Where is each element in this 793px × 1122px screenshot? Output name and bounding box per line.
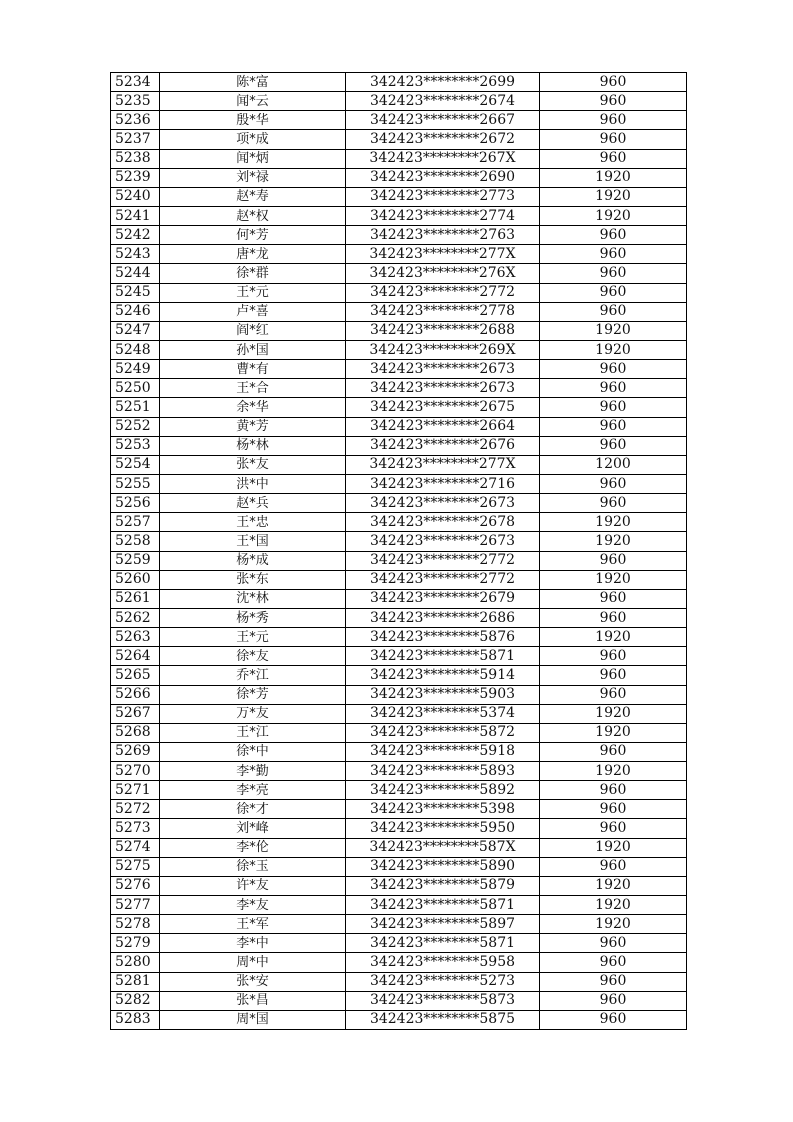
name-cell: 李*友 — [160, 896, 346, 915]
table-row — [111, 819, 687, 838]
table-row — [111, 589, 687, 608]
amount-cell: 960 — [540, 857, 687, 876]
amount-cell: 960 — [540, 608, 687, 627]
table-row — [111, 168, 687, 187]
id-number-cell: 342423********5873 — [346, 991, 540, 1010]
name-cell: 李*勤 — [160, 762, 346, 781]
table-row — [111, 245, 687, 264]
name-cell: 杨*林 — [160, 436, 346, 455]
name-cell: 徐*才 — [160, 800, 346, 819]
amount-cell: 960 — [540, 551, 687, 570]
row-number-cell: 5251 — [111, 398, 160, 417]
row-number-cell: 5261 — [111, 589, 160, 608]
table-row — [111, 953, 687, 972]
id-number-cell: 342423********277X — [346, 455, 540, 474]
amount-cell: 960 — [540, 800, 687, 819]
id-number-cell: 342423********2688 — [346, 321, 540, 340]
name-cell: 阎*红 — [160, 321, 346, 340]
id-number-cell: 342423********267X — [346, 149, 540, 168]
id-number-cell: 342423********587X — [346, 838, 540, 857]
row-number-cell: 5270 — [111, 762, 160, 781]
row-number-cell: 5256 — [111, 494, 160, 513]
name-cell: 闻*云 — [160, 92, 346, 111]
id-number-cell: 342423********2774 — [346, 206, 540, 225]
table-row — [111, 838, 687, 857]
amount-cell: 960 — [540, 666, 687, 685]
amount-cell: 960 — [540, 1010, 687, 1029]
row-number-cell: 5277 — [111, 896, 160, 915]
row-number-cell: 5246 — [111, 302, 160, 321]
name-cell: 刘*峰 — [160, 819, 346, 838]
row-number-cell: 5235 — [111, 92, 160, 111]
row-number-cell: 5245 — [111, 283, 160, 302]
id-number-cell: 342423********269X — [346, 340, 540, 359]
name-cell: 李*亮 — [160, 781, 346, 800]
amount-cell: 1920 — [540, 896, 687, 915]
amount-cell: 960 — [540, 972, 687, 991]
id-number-cell: 342423********5918 — [346, 742, 540, 761]
name-cell: 李*中 — [160, 934, 346, 953]
row-number-cell: 5258 — [111, 532, 160, 551]
row-number-cell: 5274 — [111, 838, 160, 857]
name-cell: 张*友 — [160, 455, 346, 474]
table-row — [111, 628, 687, 647]
amount-cell: 960 — [540, 991, 687, 1010]
amount-cell: 1920 — [540, 876, 687, 895]
row-number-cell: 5283 — [111, 1010, 160, 1029]
row-number-cell: 5241 — [111, 206, 160, 225]
table-row — [111, 379, 687, 398]
row-number-cell: 5243 — [111, 245, 160, 264]
table-row — [111, 340, 687, 359]
amount-cell: 1920 — [540, 168, 687, 187]
table-row — [111, 73, 687, 92]
id-number-cell: 342423********2672 — [346, 130, 540, 149]
id-number-cell: 342423********2699 — [346, 73, 540, 92]
amount-cell: 1920 — [540, 570, 687, 589]
id-number-cell: 342423********5374 — [346, 704, 540, 723]
id-number-cell: 342423********5893 — [346, 762, 540, 781]
name-cell: 王*忠 — [160, 513, 346, 532]
name-cell: 赵*兵 — [160, 494, 346, 513]
name-cell: 王*军 — [160, 915, 346, 934]
amount-cell: 1920 — [540, 704, 687, 723]
id-number-cell: 342423********5871 — [346, 647, 540, 666]
id-number-cell: 342423********5914 — [346, 666, 540, 685]
amount-cell: 960 — [540, 130, 687, 149]
table-row — [111, 570, 687, 589]
amount-cell: 960 — [540, 494, 687, 513]
row-number-cell: 5240 — [111, 187, 160, 206]
id-number-cell: 342423********2686 — [346, 608, 540, 627]
table-row — [111, 111, 687, 130]
id-number-cell: 342423********5876 — [346, 628, 540, 647]
table-row — [111, 226, 687, 245]
table-row — [111, 762, 687, 781]
id-number-cell: 342423********2773 — [346, 187, 540, 206]
id-number-cell: 342423********2716 — [346, 474, 540, 493]
row-number-cell: 5260 — [111, 570, 160, 589]
id-number-cell: 342423********277X — [346, 245, 540, 264]
row-number-cell: 5264 — [111, 647, 160, 666]
row-number-cell: 5236 — [111, 111, 160, 130]
amount-cell: 960 — [540, 264, 687, 283]
row-number-cell: 5265 — [111, 666, 160, 685]
table-row — [111, 398, 687, 417]
row-number-cell: 5268 — [111, 723, 160, 742]
id-number-cell: 342423********5890 — [346, 857, 540, 876]
table-row — [111, 283, 687, 302]
row-number-cell: 5278 — [111, 915, 160, 934]
row-number-cell: 5238 — [111, 149, 160, 168]
table-row — [111, 436, 687, 455]
name-cell: 乔*江 — [160, 666, 346, 685]
amount-cell: 1920 — [540, 206, 687, 225]
name-cell: 洪*中 — [160, 474, 346, 493]
table-row — [111, 704, 687, 723]
name-cell: 李*伦 — [160, 838, 346, 857]
row-number-cell: 5237 — [111, 130, 160, 149]
table-row — [111, 494, 687, 513]
name-cell: 张*昌 — [160, 991, 346, 1010]
name-cell: 王*合 — [160, 379, 346, 398]
id-number-cell: 342423********5879 — [346, 876, 540, 895]
id-number-cell: 342423********2667 — [346, 111, 540, 130]
id-number-cell: 342423********2675 — [346, 398, 540, 417]
name-cell: 王*元 — [160, 283, 346, 302]
amount-cell: 960 — [540, 111, 687, 130]
row-number-cell: 5257 — [111, 513, 160, 532]
id-number-cell: 342423********2772 — [346, 283, 540, 302]
table-row — [111, 302, 687, 321]
name-cell: 曹*有 — [160, 360, 346, 379]
table-body — [111, 73, 687, 1030]
id-number-cell: 342423********5958 — [346, 953, 540, 972]
data-table — [110, 72, 687, 1030]
id-number-cell: 342423********5871 — [346, 896, 540, 915]
id-number-cell: 342423********2690 — [346, 168, 540, 187]
amount-cell: 1920 — [540, 532, 687, 551]
name-cell: 王*江 — [160, 723, 346, 742]
table-row — [111, 991, 687, 1010]
name-cell: 项*成 — [160, 130, 346, 149]
id-number-cell: 342423********2772 — [346, 551, 540, 570]
amount-cell: 960 — [540, 283, 687, 302]
amount-cell: 960 — [540, 360, 687, 379]
amount-cell: 1920 — [540, 915, 687, 934]
amount-cell: 960 — [540, 245, 687, 264]
table-row — [111, 513, 687, 532]
name-cell: 徐*玉 — [160, 857, 346, 876]
table-row — [111, 551, 687, 570]
name-cell: 张*安 — [160, 972, 346, 991]
row-number-cell: 5279 — [111, 934, 160, 953]
id-number-cell: 342423********2673 — [346, 532, 540, 551]
name-cell: 周*国 — [160, 1010, 346, 1029]
table-row — [111, 532, 687, 551]
table-row — [111, 685, 687, 704]
amount-cell: 960 — [540, 73, 687, 92]
row-number-cell: 5254 — [111, 455, 160, 474]
row-number-cell: 5280 — [111, 953, 160, 972]
row-number-cell: 5272 — [111, 800, 160, 819]
table-row — [111, 417, 687, 436]
id-number-cell: 342423********2679 — [346, 589, 540, 608]
row-number-cell: 5275 — [111, 857, 160, 876]
id-number-cell: 342423********2676 — [346, 436, 540, 455]
row-number-cell: 5255 — [111, 474, 160, 493]
name-cell: 闻*炳 — [160, 149, 346, 168]
row-number-cell: 5239 — [111, 168, 160, 187]
amount-cell: 960 — [540, 742, 687, 761]
table-row — [111, 666, 687, 685]
amount-cell: 1920 — [540, 321, 687, 340]
table-row — [111, 800, 687, 819]
table-row — [111, 647, 687, 666]
amount-cell: 1920 — [540, 187, 687, 206]
row-number-cell: 5234 — [111, 73, 160, 92]
table-row — [111, 876, 687, 895]
id-number-cell: 342423********2673 — [346, 379, 540, 398]
amount-cell: 1920 — [540, 723, 687, 742]
table-row — [111, 608, 687, 627]
row-number-cell: 5267 — [111, 704, 160, 723]
row-number-cell: 5252 — [111, 417, 160, 436]
row-number-cell: 5253 — [111, 436, 160, 455]
table-row — [111, 915, 687, 934]
amount-cell: 1920 — [540, 340, 687, 359]
id-number-cell: 342423********2673 — [346, 494, 540, 513]
amount-cell: 960 — [540, 474, 687, 493]
table-row — [111, 187, 687, 206]
row-number-cell: 5282 — [111, 991, 160, 1010]
row-number-cell: 5263 — [111, 628, 160, 647]
table-row — [111, 206, 687, 225]
name-cell: 杨*成 — [160, 551, 346, 570]
amount-cell: 960 — [540, 934, 687, 953]
row-number-cell: 5249 — [111, 360, 160, 379]
table-row — [111, 896, 687, 915]
id-number-cell: 342423********5872 — [346, 723, 540, 742]
table-row — [111, 781, 687, 800]
name-cell: 黄*芳 — [160, 417, 346, 436]
id-number-cell: 342423********5875 — [346, 1010, 540, 1029]
name-cell: 万*友 — [160, 704, 346, 723]
table-row — [111, 742, 687, 761]
id-number-cell: 342423********2778 — [346, 302, 540, 321]
id-number-cell: 342423********5871 — [346, 934, 540, 953]
table-row — [111, 934, 687, 953]
name-cell: 王*国 — [160, 532, 346, 551]
id-number-cell: 342423********2678 — [346, 513, 540, 532]
amount-cell: 960 — [540, 685, 687, 704]
amount-cell: 960 — [540, 398, 687, 417]
id-number-cell: 342423********5273 — [346, 972, 540, 991]
name-cell: 余*华 — [160, 398, 346, 417]
row-number-cell: 5266 — [111, 685, 160, 704]
amount-cell: 960 — [540, 226, 687, 245]
row-number-cell: 5250 — [111, 379, 160, 398]
amount-cell: 960 — [540, 302, 687, 321]
id-number-cell: 342423********5897 — [346, 915, 540, 934]
name-cell: 张*东 — [160, 570, 346, 589]
name-cell: 徐*群 — [160, 264, 346, 283]
amount-cell: 960 — [540, 819, 687, 838]
amount-cell: 960 — [540, 647, 687, 666]
id-number-cell: 342423********276X — [346, 264, 540, 283]
table-row — [111, 1010, 687, 1029]
table-row — [111, 723, 687, 742]
id-number-cell: 342423********5398 — [346, 800, 540, 819]
id-number-cell: 342423********2763 — [346, 226, 540, 245]
name-cell: 赵*权 — [160, 206, 346, 225]
amount-cell: 960 — [540, 417, 687, 436]
name-cell: 徐*芳 — [160, 685, 346, 704]
id-number-cell: 342423********2673 — [346, 360, 540, 379]
table-row — [111, 321, 687, 340]
name-cell: 杨*秀 — [160, 608, 346, 627]
row-number-cell: 5262 — [111, 608, 160, 627]
row-number-cell: 5269 — [111, 742, 160, 761]
name-cell: 唐*龙 — [160, 245, 346, 264]
id-number-cell: 342423********2772 — [346, 570, 540, 589]
name-cell: 许*友 — [160, 876, 346, 895]
table-row — [111, 455, 687, 474]
amount-cell: 960 — [540, 436, 687, 455]
table-row — [111, 130, 687, 149]
name-cell: 何*芳 — [160, 226, 346, 245]
row-number-cell: 5281 — [111, 972, 160, 991]
amount-cell: 1920 — [540, 838, 687, 857]
amount-cell: 1920 — [540, 513, 687, 532]
row-number-cell: 5259 — [111, 551, 160, 570]
name-cell: 周*中 — [160, 953, 346, 972]
name-cell: 徐*中 — [160, 742, 346, 761]
table-row — [111, 264, 687, 283]
table-row — [111, 92, 687, 111]
amount-cell: 960 — [540, 953, 687, 972]
amount-cell: 1920 — [540, 762, 687, 781]
name-cell: 刘*禄 — [160, 168, 346, 187]
row-number-cell: 5273 — [111, 819, 160, 838]
table-row — [111, 149, 687, 168]
table-row — [111, 857, 687, 876]
table-row — [111, 972, 687, 991]
id-number-cell: 342423********5903 — [346, 685, 540, 704]
id-number-cell: 342423********5892 — [346, 781, 540, 800]
amount-cell: 960 — [540, 379, 687, 398]
amount-cell: 960 — [540, 92, 687, 111]
id-number-cell: 342423********2664 — [346, 417, 540, 436]
amount-cell: 960 — [540, 781, 687, 800]
amount-cell: 1200 — [540, 455, 687, 474]
row-number-cell: 5244 — [111, 264, 160, 283]
table-row — [111, 360, 687, 379]
amount-cell: 960 — [540, 589, 687, 608]
row-number-cell: 5271 — [111, 781, 160, 800]
id-number-cell: 342423********2674 — [346, 92, 540, 111]
table-row — [111, 474, 687, 493]
row-number-cell: 5248 — [111, 340, 160, 359]
name-cell: 徐*友 — [160, 647, 346, 666]
amount-cell: 960 — [540, 149, 687, 168]
id-number-cell: 342423********5950 — [346, 819, 540, 838]
name-cell: 沈*林 — [160, 589, 346, 608]
row-number-cell: 5276 — [111, 876, 160, 895]
name-cell: 孙*国 — [160, 340, 346, 359]
row-number-cell: 5247 — [111, 321, 160, 340]
name-cell: 王*元 — [160, 628, 346, 647]
amount-cell: 1920 — [540, 628, 687, 647]
name-cell: 卢*喜 — [160, 302, 346, 321]
row-number-cell: 5242 — [111, 226, 160, 245]
name-cell: 殷*华 — [160, 111, 346, 130]
name-cell: 陈*富 — [160, 73, 346, 92]
name-cell: 赵*寿 — [160, 187, 346, 206]
